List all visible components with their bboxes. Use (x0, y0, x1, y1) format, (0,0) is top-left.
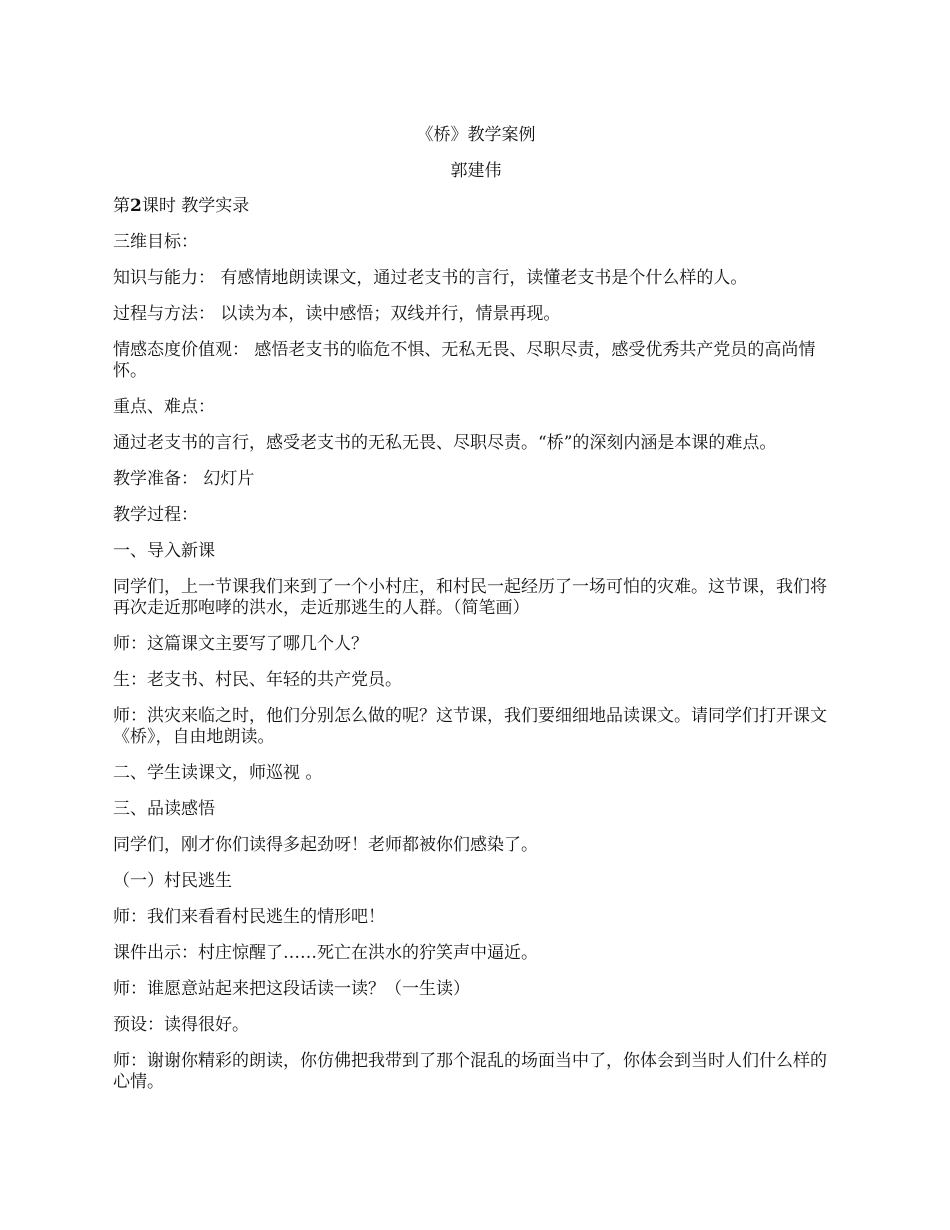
paragraph: 教学准备： 幻灯片 (113, 469, 255, 489)
lesson-prefix: 第 (113, 196, 130, 216)
paragraph: 过程与方法： 以读为本，读中感悟；双线并行，情景再现。 (113, 304, 561, 324)
lesson-rest: 课时 教学实录 (141, 196, 250, 216)
paragraph: 同学们，刚才你们读得多起劲呀！老师都被你们感染了。 (113, 835, 538, 855)
paragraph: 知识与能力： 有感情地朗读课文，通过老支书的言行，读懂老支书是个什么样的人。 (113, 268, 748, 288)
paragraph: 一、导入新课 (113, 541, 215, 561)
document-body (113, 124, 839, 1108)
paragraph: 二、学生读课文，师巡视 。 (113, 763, 323, 783)
paragraph: 情感态度价值观： 感悟老支书的临危不惧、无私无畏、尽职尽责，感受优秀共产党员的高尚情怀。 (113, 340, 816, 381)
document-author: 郭建伟 (450, 161, 502, 181)
paragraph: 生：老支书、村民、年轻的共产党员。 (113, 670, 402, 690)
paragraph: 师：谁愿意站起来把这段话读一读？（一生读） (113, 979, 470, 999)
lesson-number: 2 (130, 196, 142, 216)
paragraph: 三维目标： (113, 232, 198, 252)
paragraph: 师：洪灾来临之时，他们分别怎么做的呢？这节课，我们要细细地品读课文。请同学们打开课文《桥》，自由地朗读。 (113, 706, 827, 747)
paragraph: 三、品读感悟 (113, 799, 215, 819)
paragraph: 师：我们来看看村民逃生的情形吧！ (113, 907, 385, 927)
paragraph: 师：这篇课文主要写了哪几个人？ (113, 634, 368, 654)
paragraph: 预设：读得很好。 (113, 1015, 249, 1035)
paragraph: 师：谢谢你精彩的朗读，你仿佛把我带到了那个混乱的场面当中了，你体会到当时人们什么样的心情。 (113, 1051, 827, 1092)
paragraph: 通过老支书的言行，感受老支书的无私无畏、尽职尽责。“桥”的深刻内涵是本课的难点。 (113, 433, 777, 453)
document-title: 《桥》教学案例 (416, 125, 536, 145)
paragraph: 教学过程： (113, 505, 198, 525)
paragraph: （一）村民逃生 (113, 871, 232, 891)
paragraph: 重点、难点： (113, 397, 215, 417)
paragraph: 同学们，上一节课我们来到了一个小村庄，和村民一起经历了一场可怕的灾难。这节课，我们将再次走近那咆哮的洪水，走近那逃生的人群。（简笔画） (113, 577, 827, 618)
paragraph: 课件出示：村庄惊醒了……死亡在洪水的狞笑声中逼近。 (113, 943, 538, 963)
lesson-heading (113, 196, 839, 217)
